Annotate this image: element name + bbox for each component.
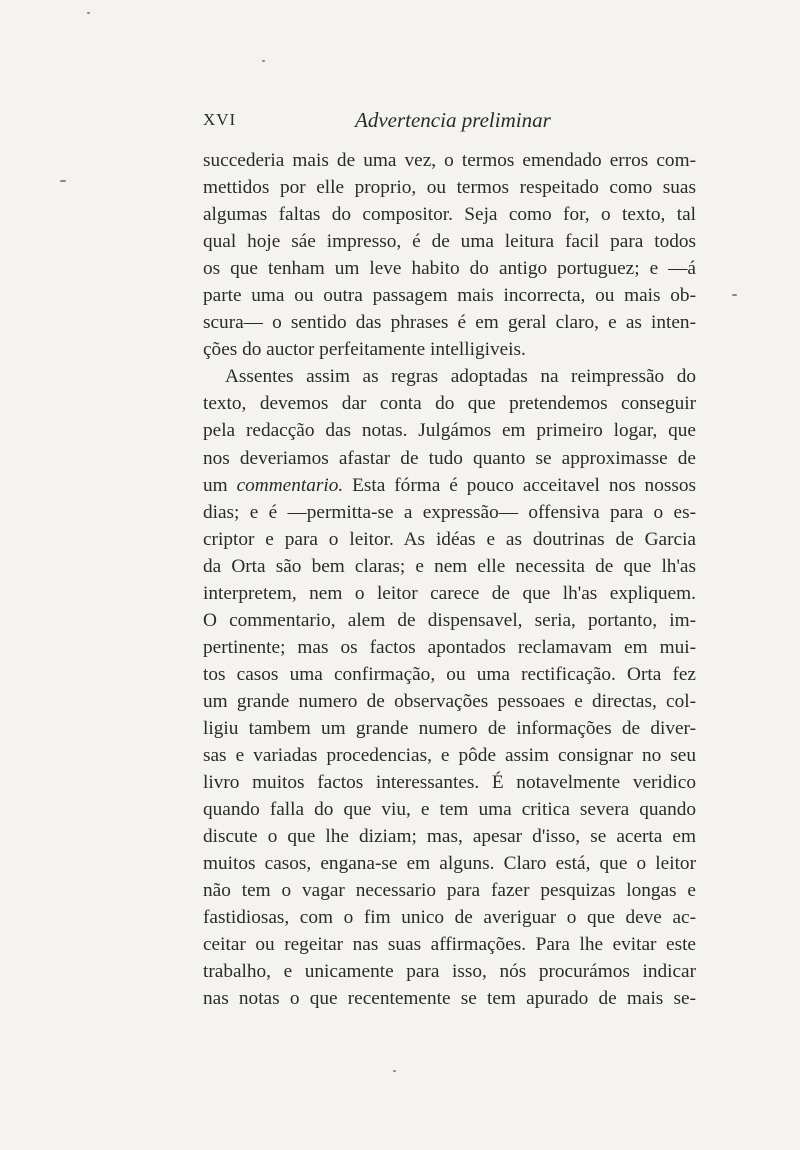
italic-word: commentario. bbox=[236, 474, 344, 496]
text-line: texto, devemos dar conta do que pretendemos conseguir bbox=[203, 393, 696, 415]
text-line: da Orta são bem claras; e nem elle necessita de que lh'as bbox=[203, 555, 696, 577]
text-line: criptor e para o leitor. As idéas e as doutrinas de Garcia bbox=[203, 528, 696, 550]
text-line: nos deveriamos afastar de tudo quanto se approximasse de bbox=[203, 447, 696, 469]
body-text bbox=[203, 147, 696, 1013]
paper-speck bbox=[87, 12, 90, 14]
text-line: mettidos por elle proprio, ou termos respeitado como suas bbox=[203, 177, 696, 199]
text-line: Assentes assim as regras adoptadas na reimpressão do bbox=[225, 366, 696, 388]
text-line: tos casos uma confirmação, ou uma rectificação. Orta fez bbox=[203, 663, 696, 685]
text-line: qual hoje sáe impresso, é de uma leitura facil para todos bbox=[203, 231, 696, 253]
text-line: um commentario. Esta fórma é pouco acceitavel nos nossos bbox=[203, 474, 696, 496]
text-line: quando falla do que viu, e tem uma critica severa quando bbox=[203, 799, 696, 821]
running-title: Advertencia preliminar bbox=[355, 108, 551, 132]
text-line: livro muitos factos interessantes. É notavelmente veridico bbox=[203, 772, 696, 794]
text-line: scura— o sentido das phrases é em geral claro, e as inten- bbox=[203, 312, 696, 334]
text-line: trabalho, e unicamente para isso, nós procurámos indicar bbox=[203, 961, 696, 983]
text-line: O commentario, alem de dispensavel, seria, portanto, im- bbox=[203, 609, 696, 631]
paper-speck bbox=[732, 294, 737, 296]
page-number: XVI bbox=[203, 110, 237, 129]
text-line: os que tenham um leve habito do antigo portuguez; e —á bbox=[203, 258, 696, 280]
text-line: nas notas o que recentemente se tem apurado de mais se- bbox=[203, 988, 696, 1010]
text-line: ções do auctor perfeitamente intelligiveis. bbox=[203, 339, 526, 361]
text-line: interpretem, nem o leitor carece de que lh'as expliquem. bbox=[203, 582, 696, 604]
text-line: succederia mais de uma vez, o termos emendado erros com- bbox=[203, 150, 696, 171]
text-line: algumas faltas do compositor. Seja como for, o texto, tal bbox=[203, 204, 696, 226]
paper-speck bbox=[262, 60, 265, 62]
page-header bbox=[203, 105, 696, 135]
paper-speck bbox=[393, 1070, 396, 1072]
text-line: muitos casos, engana-se em alguns. Claro está, que o leitor bbox=[203, 853, 696, 875]
text-line: dias; e é —permitta-se a expressão— offensiva para o es- bbox=[203, 501, 696, 523]
text-line: fastidiosas, com o fim unico de averiguar o que deve ac- bbox=[203, 907, 696, 929]
text-line: pela redacção das notas. Julgámos em primeiro logar, que bbox=[203, 420, 696, 442]
text-line: não tem o vagar necessario para fazer pesquizas longas e bbox=[203, 880, 696, 902]
paper-speck bbox=[60, 180, 66, 182]
text-line: um grande numero de observações pessoaes e directas, col- bbox=[203, 690, 696, 712]
text-line: ligiu tambem um grande numero de informações de diver- bbox=[203, 717, 696, 739]
text-line: pertinente; mas os factos apontados reclamavam em mui- bbox=[203, 636, 696, 658]
text-line: discute o que lhe diziam; mas, apesar d'isso, se acerta em bbox=[203, 826, 696, 848]
text-line: ceitar ou regeitar nas suas affirmações. Para lhe evitar este bbox=[203, 934, 696, 956]
text-line: parte uma ou outra passagem mais incorrecta, ou mais ob- bbox=[203, 285, 696, 307]
text-line: sas e variadas procedencias, e pôde assim consignar no seu bbox=[203, 745, 696, 767]
